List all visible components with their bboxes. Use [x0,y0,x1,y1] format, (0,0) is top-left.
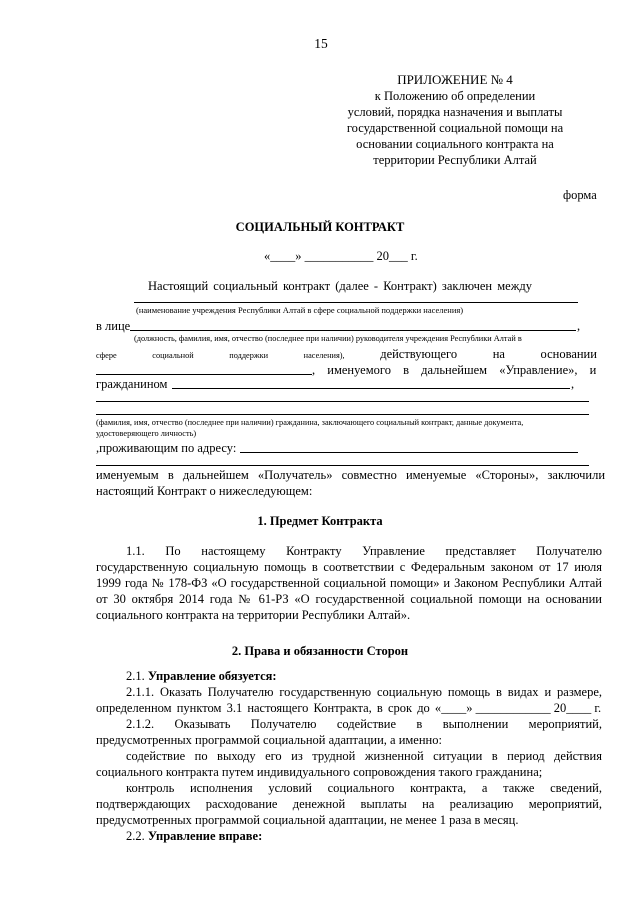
page-number: 15 [314,36,328,51]
intro-text: Настоящий социальный контракт (далее - Контракт) заключен между [148,279,532,293]
appendix-line-3: государственной социальной помощи на [346,121,564,135]
appendix-line-4: основании социального контракта на [356,137,554,151]
deadline-year-blank[interactable]: ____ [566,701,592,715]
clause-2-2-title: Управление вправе: [147,829,263,843]
clause-2-2-number: 2.2. [126,829,145,843]
head-caption-line-1: (должность, фамилия, имя, отчество (последнее при наличии) руководителя учреждения Республики Алтай в [134,334,522,343]
caption-word: социальной [152,351,194,360]
control-line-3: предусмотренных программой социальной адаптации, не менее 1 раза в месяц. [96,813,519,827]
citizen-caption-line-1: (фамилия, имя, отчество (последнее при наличии) гражданина, заключающего социальный контракт, данные документа, [96,418,524,427]
deadline-close-quote: » [466,701,473,715]
clause-2-1-number: 2.1. [126,669,145,683]
basis-word: основании [540,347,597,361]
citizen-field-line-3[interactable] [96,414,589,415]
date-month-blank[interactable]: ___________ [304,249,374,263]
date-year: 20 [376,249,389,263]
appendix-line-2: условий, порядка назначения и выплаты [347,105,563,119]
section-1-line-1: 1.1. По настоящему Контракту Управление представляет Получателю [126,544,602,558]
recipient-line-2: настоящий Контракт о нижеследующем: [96,484,313,498]
clause-2-2 [126,828,262,844]
citizen-caption-line-2: удостоверяющего личность) [96,429,197,438]
clause-2-1 [126,668,277,684]
deadline-suffix: г. [594,701,602,715]
document-title: СОЦИАЛЬНЫЙ КОНТРАКТ [235,220,405,234]
appendix-line-1: к Положению об определении [374,89,536,103]
deadline-year: 20 [553,701,567,715]
on-word: на [492,347,505,361]
address-field-line-2[interactable] [96,465,589,466]
named-line [312,362,598,378]
control-line-2: подтверждающих расходование денежной выплаты на реализацию мероприятий, [96,797,602,811]
date-open-quote: « [264,249,271,263]
control-line-1: контроль исполнения условий социального контракта, а также сведений, [126,781,602,795]
clause-2-1-2-line-1: 2.1.2. Оказывать Получателю содействие в выполнении мероприятий, [126,717,602,731]
section-1-line-3: 1999 года № 178-ФЗ «О государственной социальной помощи» и Законом Республики Алтай [96,576,602,590]
citizen-field-line[interactable] [172,388,570,389]
date-suffix: г. [410,249,418,263]
citizen-comma: , [571,377,575,391]
clause-2-1-title: Управление обязуется: [147,669,277,683]
clause-2-1-2-line-2: предусмотренных программой социальной адаптации, а именно: [96,733,442,747]
appendix-title: ПРИЛОЖЕНИЕ № 4 [397,72,513,87]
recipient-line-1: именуемым в дальнейшем «Получатель» совместно именуемые «Стороны», заключили [96,468,606,482]
caption-word: поддержки [229,351,269,360]
section-1-line-5: социального контракта на территории Республики Алтай». [96,608,411,622]
caption-word: населения), [303,351,345,360]
date-day-blank[interactable]: ____ [270,249,296,263]
citizen-label: гражданином [96,377,168,391]
section-1-line-2: государственную социальную помощь в соответствии с Федеральным законом от 17 июля [96,560,602,574]
in-person-label: в лице [96,319,131,333]
citizen-field-line-2[interactable] [96,401,589,402]
named-text: , именуемого в дальнейшем «Управление», и [312,363,597,377]
caption-word: сфере [96,351,117,360]
head-field-comma: , [577,319,581,333]
institution-field-line[interactable] [134,302,578,303]
date-close-quote: » [295,249,302,263]
head-caption-line-2 [96,346,597,362]
deadline-month-blank[interactable]: ____________ [475,701,551,715]
address-label: ,проживающим по адресу: [96,441,237,455]
clause-2-1-1-text: определенном пунктом 3.1 настоящего Контракта, в срок до « [96,701,442,715]
section-1-line-4: от 30 октября 2014 года № 61-РЗ «О государственной социальной помощи на основании [96,592,602,606]
institution-caption: (наименование учреждения Республики Алтай в сфере социальной поддержки населения) [136,305,464,315]
address-field-line[interactable] [240,452,578,453]
assist-line-2: социального контракта путем индивидуального сопровождения такого гражданина; [96,765,543,779]
date-line [264,248,418,264]
section-1-heading: 1. Предмет Контракта [257,514,383,528]
assist-line-1: содействие по выходу его из трудной жизненной ситуации в период действия [126,749,602,763]
clause-2-1-1-line-2 [96,700,601,716]
head-field-line[interactable] [130,330,576,331]
section-2-heading: 2. Права и обязанности Сторон [231,644,409,658]
clause-2-1-1-line-1: 2.1.1. Оказать Получателю государственную социальную помощь в видах и размере, [126,685,602,699]
deadline-day-blank[interactable]: ____ [441,701,467,715]
acting-word: действующего [380,347,458,361]
appendix-line-5: территории Республики Алтай [373,153,537,167]
form-label: форма [563,188,597,202]
basis-field-line[interactable] [96,374,312,375]
date-year-blank[interactable]: ___ [389,249,408,263]
